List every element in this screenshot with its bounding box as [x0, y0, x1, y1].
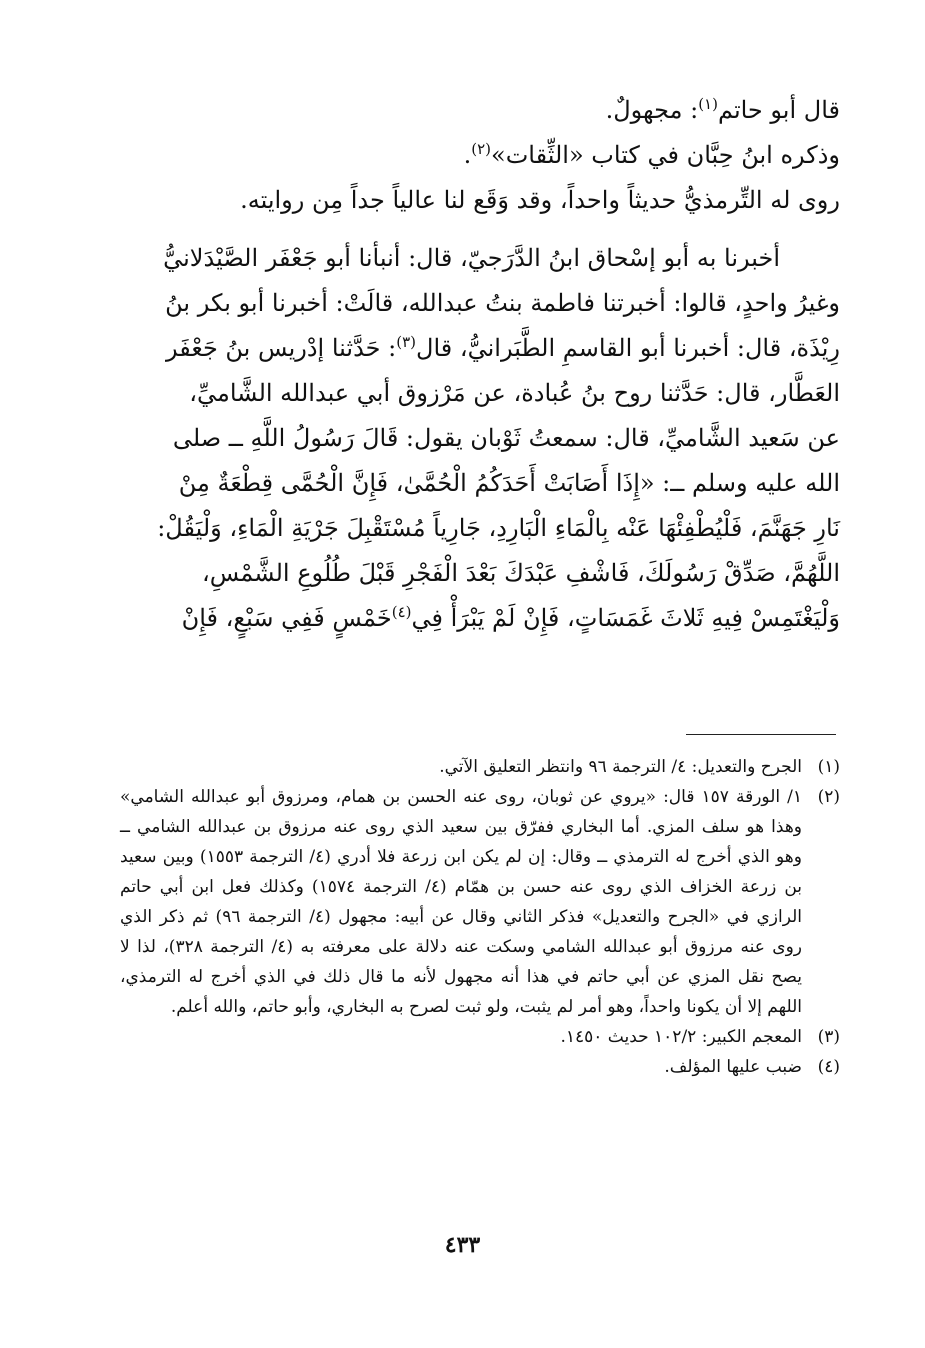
- text-line: [120, 178, 840, 223]
- footnote: [120, 752, 840, 782]
- text-segment: عن سَعيد الشَّاميِّ، قال: سمعتُ ثَوْبان يقول: قَالَ رَسُولُ اللَّهِ ــ صلى: [172, 424, 840, 452]
- text-segment: وَلْيَغْتَمِسْ فِيهِ ثَلاثَ غَمَسَاتٍ، فَإِنْ لَمْ يَبْرَأْ فِي: [411, 604, 840, 632]
- text-line: [120, 88, 840, 133]
- footnote: [120, 1052, 840, 1082]
- text-segment: نَارِ جَهَنَّمَ، فَلْيُطْفِئْهَا عَنْه بِالْمَاءِ الْبَارِدِ، جَارِياً مُسْتَقْبِلَ جَرْيَةِ الْمَاءِ، وَلْيَقُلْ:: [157, 514, 840, 542]
- text-segment: الله عليه وسلم ــ: «إِذَا أَصَابَتْ أَحَدَكُمُ الْحُمَّىٰ، فَإِنَّ الْحُمَّى قِطْعَةٌ مِنْ: [178, 469, 840, 497]
- footnote-number: (٣): [817, 1027, 840, 1047]
- footnote-ref: (٣): [396, 333, 417, 351]
- footnote-divider: [686, 734, 836, 735]
- text-segment: اللَّهُمَّ، صَدِّقْ رَسُولَكَ، فَاشْفِ عَبْدَكَ بَعْدَ الْفَجْرِ قَبْلَ طُلُوعِ الشَّمْسِ،: [201, 559, 840, 587]
- footnote-number: (١): [817, 757, 840, 777]
- text-line: [120, 461, 840, 506]
- footnote-text: الجرح والتعديل: ٤/ الترجمة ٩٦ وانتظر التعليق الآتي.: [439, 757, 802, 777]
- main-text: [120, 88, 840, 641]
- text-segment: قال أبو حاتم: [717, 96, 840, 124]
- footnote-ref: (٢): [471, 140, 492, 158]
- text-line: [120, 133, 840, 178]
- text-segment: وغيرُ واحدٍ، قالوا: أخبرتنا فاطمة بنتُ عبدالله، قالَتْ: أخبرنا أبو بكر بنُ: [165, 289, 840, 317]
- footnote-ref: (٤): [391, 603, 412, 621]
- text-segment: أخبرنا به أبو إسْحاق ابنُ الدَّرَجيّ، قال: أنبأنا أبو جَعْفَر الصَّيْدَلانيُّ: [163, 244, 780, 272]
- text-segment: خَمْسٍ فَفِي سَبْعٍ، فَإِنْ: [181, 604, 392, 632]
- footnote-text: ١/ الورقة ١٥٧ قال: «يروي عن ثوبان، روى عنه الحسن بن همام، ومرزوق أبو عبدالله الشامي» وهذا هو سلف المزي. أما البخاري ففرّق بين سعيد الذي روى عنه مرزوق بن عبدالله الشامي ــ وهو الذي أخرج له الترمذي ــ وقال: إن لم يكن ابن زرعة فلا أدري (٤/ الترجمة ١٥٥٣) وبين سعيد بن زرعة الخزاف الذي روى عنه حسن بن همّام (٤/ الترجمة ١٥٧٤) وكذلك فعل ابن أبي حاتم الرازي في «الجرح والتعديل» فذكر الثاني وقال عن أبيه: مجهول (٤/ الترجمة ٩٦) ثم ذكر الذي روى عنه مرزوق أبو عبدالله الشامي وسكت عنه دلالة على معرفته به (٤/ الترجمة ٣٢٨)، لذا لا يصح نقل المزي عن أبي حاتم في هذا أنه مجهول لأنه ما قال ذلك في الذي أخرج له الترمذي، اللهم إلا أن يكونا واحداً، وهو أمر لم يثبت، ولو ثبت لصرح به البخاري، وأبو حاتم، والله أعلم.: [120, 787, 803, 1017]
- text-line: [120, 326, 840, 371]
- text-segment: العَطَّار، قال: حَدَّثنا روح بنُ عُبادة، عن مَرْزوق أبي عبدالله الشَّاميِّ،: [189, 379, 840, 407]
- text-line: [120, 281, 840, 326]
- footnotes: [120, 752, 840, 1082]
- text-segment: : حَدَّثنا إدْريس بنُ جَعْفَر: [165, 334, 397, 362]
- footnote-number: (٢): [817, 787, 840, 807]
- footnote-ref: (١): [698, 95, 718, 113]
- text-line: [120, 236, 840, 281]
- footnote: [120, 1022, 840, 1052]
- text-line: [120, 596, 840, 641]
- text-segment: .: [463, 141, 472, 169]
- footnote-number: (٤): [817, 1057, 840, 1077]
- page-number: ٤٣٣: [444, 1232, 481, 1258]
- text-segment: روى له التِّرمذيُّ حديثاً واحداً، وقد وَقَع لنا عالياً جداً مِن روايته.: [240, 186, 840, 214]
- footnote: [120, 782, 840, 1022]
- text-line: [120, 371, 840, 416]
- text-segment: رِيْذَة، قال: أخبرنا أبو القاسمِ الطَّبَرانيُّ، قال: [416, 334, 840, 362]
- footnote-text: ضبب عليها المؤلف.: [664, 1057, 802, 1077]
- text-line: [120, 416, 840, 461]
- text-segment: : مجهولٌ.: [605, 96, 699, 124]
- footnote-text: المعجم الكبير: ١٠٢/٢ حديث ١٤٥٠.: [560, 1027, 802, 1047]
- text-segment: وذكره ابنُ حِبَّان في كتاب «الثِّقات»: [491, 141, 840, 169]
- text-line: [120, 506, 840, 551]
- text-line: [120, 551, 840, 596]
